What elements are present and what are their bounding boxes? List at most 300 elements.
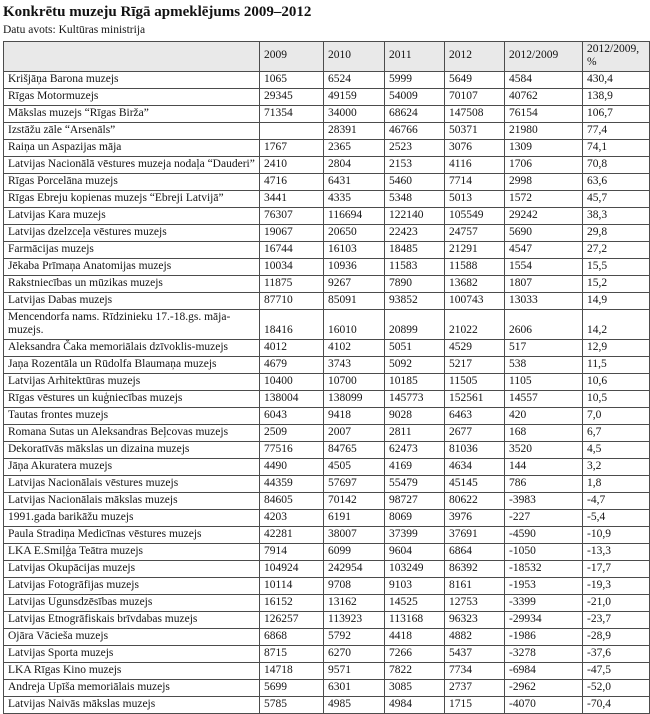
value-cell: 2523 <box>385 139 445 156</box>
table-row <box>4 475 650 492</box>
value-cell: 6301 <box>324 679 385 696</box>
table-row <box>4 105 650 122</box>
page-title: Konkrētu muzeju Rīgā apmeklējums 2009–2012 <box>3 4 312 20</box>
table-row <box>4 526 650 543</box>
value-cell: 145773 <box>385 390 445 407</box>
museum-name-cell: Rīgas Porcelāna muzejs <box>4 173 260 190</box>
value-cell: 4716 <box>260 173 324 190</box>
value-cell: 38,3 <box>583 207 650 224</box>
museum-name-cell: Jaņa Rozentāla un Rūdolfa Blaumaņa muzejs <box>4 356 260 373</box>
value-cell: 27,2 <box>583 241 650 258</box>
value-cell: 93852 <box>385 292 445 309</box>
museum-name-cell: Rīgas vēstures un kuģniecības muzejs <box>4 390 260 407</box>
value-cell: 14557 <box>505 390 583 407</box>
value-cell: 4116 <box>445 156 505 173</box>
value-cell: -10,9 <box>583 526 650 543</box>
value-cell: -3399 <box>505 594 583 611</box>
museum-name-cell: Latvijas Etnogrāfiskais brīvdabas muzejs <box>4 611 260 628</box>
table-row <box>4 139 650 156</box>
museum-name-cell: Latvijas Arhitektūras muzejs <box>4 373 260 390</box>
value-cell: 5051 <box>385 339 445 356</box>
value-cell: 7,0 <box>583 407 650 424</box>
value-cell: -227 <box>505 509 583 526</box>
value-cell: 14,2 <box>583 309 650 339</box>
value-cell: 113168 <box>385 611 445 628</box>
museum-attendance-table <box>3 41 650 714</box>
value-cell: 11,5 <box>583 356 650 373</box>
value-cell: 4418 <box>385 628 445 645</box>
table-row <box>4 71 650 88</box>
value-cell: 10034 <box>260 258 324 275</box>
value-cell: 45145 <box>445 475 505 492</box>
value-cell: 11875 <box>260 275 324 292</box>
value-cell: 15,2 <box>583 275 650 292</box>
value-cell: 6270 <box>324 645 385 662</box>
value-cell: 2365 <box>324 139 385 156</box>
value-cell: 4203 <box>260 509 324 526</box>
value-cell: -21,0 <box>583 594 650 611</box>
value-cell: 5013 <box>445 190 505 207</box>
value-cell: 68624 <box>385 105 445 122</box>
value-cell: 1,8 <box>583 475 650 492</box>
value-cell: 1807 <box>505 275 583 292</box>
value-cell: 104924 <box>260 560 324 577</box>
value-cell: 8715 <box>260 645 324 662</box>
value-cell: 8161 <box>445 577 505 594</box>
table-row <box>4 156 650 173</box>
value-cell: -1050 <box>505 543 583 560</box>
museum-name-cell: Latvijas Okupācijas muzejs <box>4 560 260 577</box>
value-cell: 9604 <box>385 543 445 560</box>
value-cell: 4882 <box>445 628 505 645</box>
value-cell: 87710 <box>260 292 324 309</box>
value-cell: 2737 <box>445 679 505 696</box>
value-cell: 3076 <box>445 139 505 156</box>
museum-name-cell: Dekoratīvās mākslas un dizaina muzejs <box>4 441 260 458</box>
value-cell: 9103 <box>385 577 445 594</box>
value-cell: 44359 <box>260 475 324 492</box>
value-cell: 63,6 <box>583 173 650 190</box>
value-cell: 10114 <box>260 577 324 594</box>
value-cell: 1706 <box>505 156 583 173</box>
value-cell: 2606 <box>505 309 583 339</box>
value-cell: 11583 <box>385 258 445 275</box>
value-cell: 10700 <box>324 373 385 390</box>
value-cell: 13033 <box>505 292 583 309</box>
value-cell: 4335 <box>324 190 385 207</box>
table-row <box>4 407 650 424</box>
museum-name-cell: Latvijas Kara muzejs <box>4 207 260 224</box>
value-cell: 11588 <box>445 258 505 275</box>
value-cell: 4679 <box>260 356 324 373</box>
value-cell: 5348 <box>385 190 445 207</box>
value-cell: 7734 <box>445 662 505 679</box>
value-cell: 10,5 <box>583 390 650 407</box>
value-cell: 28391 <box>324 122 385 139</box>
value-cell: 1715 <box>445 696 505 713</box>
value-cell: 34000 <box>324 105 385 122</box>
museum-name-cell: Jēkaba Prīmaņa Anatomijas muzejs <box>4 258 260 275</box>
value-cell: 4584 <box>505 71 583 88</box>
table-row <box>4 628 650 645</box>
value-cell: 2153 <box>385 156 445 173</box>
value-cell: 46766 <box>385 122 445 139</box>
value-cell: 4102 <box>324 339 385 356</box>
table-row <box>4 275 650 292</box>
value-cell: -19,3 <box>583 577 650 594</box>
value-cell: 40762 <box>505 88 583 105</box>
museum-name-cell: Latvijas dzelzceļa vēstures muzejs <box>4 224 260 241</box>
value-cell: 16152 <box>260 594 324 611</box>
museum-name-cell: LKA E.Smiļģa Teātra muzejs <box>4 543 260 560</box>
table-row <box>4 509 650 526</box>
value-cell: 6,7 <box>583 424 650 441</box>
value-cell: 4634 <box>445 458 505 475</box>
value-cell: 6524 <box>324 71 385 88</box>
table-row <box>4 258 650 275</box>
table-row <box>4 390 650 407</box>
value-cell: 29345 <box>260 88 324 105</box>
value-cell: 2509 <box>260 424 324 441</box>
value-cell: 5699 <box>260 679 324 696</box>
value-cell: 152561 <box>445 390 505 407</box>
value-cell: 86392 <box>445 560 505 577</box>
value-cell: 3743 <box>324 356 385 373</box>
value-cell: 2007 <box>324 424 385 441</box>
value-cell: 122140 <box>385 207 445 224</box>
value-cell: 2811 <box>385 424 445 441</box>
table-header-row <box>4 41 650 71</box>
value-cell: 5649 <box>445 71 505 88</box>
value-cell: 9708 <box>324 577 385 594</box>
value-cell: 6864 <box>445 543 505 560</box>
museum-name-cell: Latvijas Nacionālā vēstures muzeja nodaļa “Dauderi” <box>4 156 260 173</box>
table-row <box>4 577 650 594</box>
value-cell: 5437 <box>445 645 505 662</box>
value-cell: 45,7 <box>583 190 650 207</box>
museum-name-cell: Jāņa Akuratera muzejs <box>4 458 260 475</box>
value-cell: 49159 <box>324 88 385 105</box>
value-cell: 70,8 <box>583 156 650 173</box>
table-row <box>4 241 650 258</box>
value-cell: 50371 <box>445 122 505 139</box>
value-cell: 4,5 <box>583 441 650 458</box>
value-cell: 126257 <box>260 611 324 628</box>
value-cell: 3441 <box>260 190 324 207</box>
value-cell: 4012 <box>260 339 324 356</box>
value-cell: 7890 <box>385 275 445 292</box>
value-cell: 2410 <box>260 156 324 173</box>
value-cell: 11505 <box>445 373 505 390</box>
museum-name-cell: Mākslas muzejs “Rīgas Birža” <box>4 105 260 122</box>
value-cell: 4505 <box>324 458 385 475</box>
table-row <box>4 458 650 475</box>
value-cell: 5792 <box>324 628 385 645</box>
museum-name-cell: Latvijas Dabas muzejs <box>4 292 260 309</box>
value-cell: 18485 <box>385 241 445 258</box>
value-cell: 420 <box>505 407 583 424</box>
value-cell: 116694 <box>324 207 385 224</box>
table-row <box>4 594 650 611</box>
museum-name-cell: Latvijas Naivās mākslas muzejs <box>4 696 260 713</box>
value-cell: 96323 <box>445 611 505 628</box>
museum-name-cell: Rakstniecības un mūzikas muzejs <box>4 275 260 292</box>
value-cell: 1105 <box>505 373 583 390</box>
museum-name-cell: Izstāžu zāle “Arsenāls” <box>4 122 260 139</box>
value-cell: 14,9 <box>583 292 650 309</box>
museum-name-cell: Raiņa un Aspazijas māja <box>4 139 260 156</box>
value-cell: 1065 <box>260 71 324 88</box>
table-row <box>4 309 650 339</box>
value-cell: 10936 <box>324 258 385 275</box>
value-cell: 6463 <box>445 407 505 424</box>
value-cell: 12753 <box>445 594 505 611</box>
value-cell: -1986 <box>505 628 583 645</box>
museum-name-cell: Aleksandra Čaka memoriālais dzīvoklis-muzejs <box>4 339 260 356</box>
value-cell: 138099 <box>324 390 385 407</box>
value-cell: 3976 <box>445 509 505 526</box>
value-cell: 55479 <box>385 475 445 492</box>
table-row <box>4 441 650 458</box>
value-cell: 81036 <box>445 441 505 458</box>
value-cell: 3085 <box>385 679 445 696</box>
table-row <box>4 424 650 441</box>
museum-name-column-header <box>4 41 260 71</box>
value-cell: -52,0 <box>583 679 650 696</box>
value-cell: -4070 <box>505 696 583 713</box>
value-cell: 6043 <box>260 407 324 424</box>
value-cell: -17,7 <box>583 560 650 577</box>
value-cell: 19067 <box>260 224 324 241</box>
value-cell: -47,5 <box>583 662 650 679</box>
value-cell: 76307 <box>260 207 324 224</box>
value-cell: 16010 <box>324 309 385 339</box>
value-cell: 6431 <box>324 173 385 190</box>
value-cell: -13,3 <box>583 543 650 560</box>
value-cell: 106,7 <box>583 105 650 122</box>
value-cell: 14525 <box>385 594 445 611</box>
year-column-header: 2010 <box>324 41 385 71</box>
value-cell: 7266 <box>385 645 445 662</box>
value-cell: 10,6 <box>583 373 650 390</box>
value-cell: 517 <box>505 339 583 356</box>
value-cell: 103249 <box>385 560 445 577</box>
table-row <box>4 122 650 139</box>
table-row <box>4 190 650 207</box>
value-cell: 37399 <box>385 526 445 543</box>
value-cell: 144 <box>505 458 583 475</box>
value-cell: 4984 <box>385 696 445 713</box>
table-row <box>4 645 650 662</box>
museum-name-cell: Latvijas Nacionālais vēstures muzejs <box>4 475 260 492</box>
value-cell: -4590 <box>505 526 583 543</box>
value-cell: 7714 <box>445 173 505 190</box>
value-cell: 3520 <box>505 441 583 458</box>
value-cell: 24757 <box>445 224 505 241</box>
value-cell <box>260 122 324 139</box>
value-cell: 57697 <box>324 475 385 492</box>
value-cell: 100743 <box>445 292 505 309</box>
museum-name-cell: Rīgas Ebreju kopienas muzejs “Ebreji Latvijā” <box>4 190 260 207</box>
value-cell: 70142 <box>324 492 385 509</box>
value-cell: 84605 <box>260 492 324 509</box>
value-cell: 786 <box>505 475 583 492</box>
value-cell: 80622 <box>445 492 505 509</box>
value-cell: 70107 <box>445 88 505 105</box>
table-row <box>4 224 650 241</box>
value-cell: 10400 <box>260 373 324 390</box>
value-cell: 7822 <box>385 662 445 679</box>
value-cell: -70,4 <box>583 696 650 713</box>
value-cell: 5690 <box>505 224 583 241</box>
value-cell: 4985 <box>324 696 385 713</box>
value-cell: 9418 <box>324 407 385 424</box>
year-column-header: 2012/2009, % <box>583 41 650 71</box>
table-row <box>4 207 650 224</box>
year-column-header: 2009 <box>260 41 324 71</box>
value-cell: 20650 <box>324 224 385 241</box>
value-cell: 62473 <box>385 441 445 458</box>
value-cell: -28,9 <box>583 628 650 645</box>
value-cell: -3278 <box>505 645 583 662</box>
value-cell: 1309 <box>505 139 583 156</box>
table-row <box>4 543 650 560</box>
value-cell: 76154 <box>505 105 583 122</box>
value-cell: -1953 <box>505 577 583 594</box>
museum-name-cell: Latvijas Fotogrāfijas muzejs <box>4 577 260 594</box>
museum-name-cell: LKA Rīgas Kino muzejs <box>4 662 260 679</box>
table-row <box>4 492 650 509</box>
value-cell: 5092 <box>385 356 445 373</box>
museum-name-cell: Romana Sutas un Aleksandras Beļcovas muzejs <box>4 424 260 441</box>
value-cell: 10185 <box>385 373 445 390</box>
value-cell: 21291 <box>445 241 505 258</box>
value-cell: 12,9 <box>583 339 650 356</box>
value-cell: 84765 <box>324 441 385 458</box>
value-cell: 2998 <box>505 173 583 190</box>
value-cell: 15,5 <box>583 258 650 275</box>
value-cell: 113923 <box>324 611 385 628</box>
value-cell: 5460 <box>385 173 445 190</box>
table-row <box>4 356 650 373</box>
value-cell: 20899 <box>385 309 445 339</box>
value-cell: 5999 <box>385 71 445 88</box>
value-cell: 37691 <box>445 526 505 543</box>
table-row <box>4 88 650 105</box>
value-cell: 16744 <box>260 241 324 258</box>
value-cell: 4529 <box>445 339 505 356</box>
museum-name-cell: Latvijas Nacionālais mākslas muzejs <box>4 492 260 509</box>
value-cell: 2677 <box>445 424 505 441</box>
value-cell: 38007 <box>324 526 385 543</box>
value-cell: 6099 <box>324 543 385 560</box>
value-cell: 16103 <box>324 241 385 258</box>
value-cell: 8069 <box>385 509 445 526</box>
value-cell: 147508 <box>445 105 505 122</box>
museum-name-cell: Tautas frontes muzejs <box>4 407 260 424</box>
value-cell: 1572 <box>505 190 583 207</box>
value-cell: 5217 <box>445 356 505 373</box>
value-cell: 430,4 <box>583 71 650 88</box>
value-cell: 71354 <box>260 105 324 122</box>
value-cell: 29,8 <box>583 224 650 241</box>
value-cell: 1554 <box>505 258 583 275</box>
value-cell: 168 <box>505 424 583 441</box>
value-cell: 6868 <box>260 628 324 645</box>
value-cell: 105549 <box>445 207 505 224</box>
data-source-note: Datu avots: Kultūras ministrija <box>3 23 146 36</box>
value-cell: 21022 <box>445 309 505 339</box>
value-cell: 138004 <box>260 390 324 407</box>
museum-name-cell: Latvijas Ugunsdzēsības muzejs <box>4 594 260 611</box>
value-cell: 77,4 <box>583 122 650 139</box>
value-cell: 42281 <box>260 526 324 543</box>
table-row <box>4 696 650 713</box>
museum-name-cell: Latvijas Sporta muzejs <box>4 645 260 662</box>
value-cell: 9028 <box>385 407 445 424</box>
year-column-header: 2012 <box>445 41 505 71</box>
museum-name-cell: Rīgas Motormuzejs <box>4 88 260 105</box>
value-cell: 13682 <box>445 275 505 292</box>
value-cell: -3983 <box>505 492 583 509</box>
value-cell: 29242 <box>505 207 583 224</box>
value-cell: 138,9 <box>583 88 650 105</box>
museum-name-cell: 1991.gada barikāžu muzejs <box>4 509 260 526</box>
value-cell: -2962 <box>505 679 583 696</box>
value-cell: 538 <box>505 356 583 373</box>
museum-name-cell: Andreja Upīša memoriālais muzejs <box>4 679 260 696</box>
value-cell: -29934 <box>505 611 583 628</box>
value-cell: 7914 <box>260 543 324 560</box>
value-cell: -37,6 <box>583 645 650 662</box>
museum-name-cell: Farmācijas muzejs <box>4 241 260 258</box>
value-cell: -4,7 <box>583 492 650 509</box>
museum-name-cell: Krišjāņa Barona muzejs <box>4 71 260 88</box>
value-cell: 18416 <box>260 309 324 339</box>
value-cell: 21980 <box>505 122 583 139</box>
value-cell: 14718 <box>260 662 324 679</box>
value-cell: 13162 <box>324 594 385 611</box>
value-cell: 74,1 <box>583 139 650 156</box>
value-cell: 5785 <box>260 696 324 713</box>
value-cell: 242954 <box>324 560 385 577</box>
value-cell: 9267 <box>324 275 385 292</box>
table-row <box>4 611 650 628</box>
value-cell: 77516 <box>260 441 324 458</box>
value-cell: -18532 <box>505 560 583 577</box>
value-cell: 2804 <box>324 156 385 173</box>
museum-name-cell: Ojāra Vācieša muzejs <box>4 628 260 645</box>
table-row <box>4 373 650 390</box>
table-row <box>4 662 650 679</box>
museum-name-cell: Mencendorfa nams. Rīdzinieku 17.-18.gs. māja-muzejs. <box>4 309 260 339</box>
value-cell: -6984 <box>505 662 583 679</box>
value-cell: 4490 <box>260 458 324 475</box>
value-cell: -5,4 <box>583 509 650 526</box>
value-cell: 6191 <box>324 509 385 526</box>
value-cell: -23,7 <box>583 611 650 628</box>
value-cell: 1767 <box>260 139 324 156</box>
table-row <box>4 339 650 356</box>
year-column-header: 2012/2009 <box>505 41 583 71</box>
value-cell: 3,2 <box>583 458 650 475</box>
table-row <box>4 292 650 309</box>
value-cell: 4169 <box>385 458 445 475</box>
value-cell: 98727 <box>385 492 445 509</box>
value-cell: 22423 <box>385 224 445 241</box>
table-row <box>4 560 650 577</box>
table-row <box>4 173 650 190</box>
